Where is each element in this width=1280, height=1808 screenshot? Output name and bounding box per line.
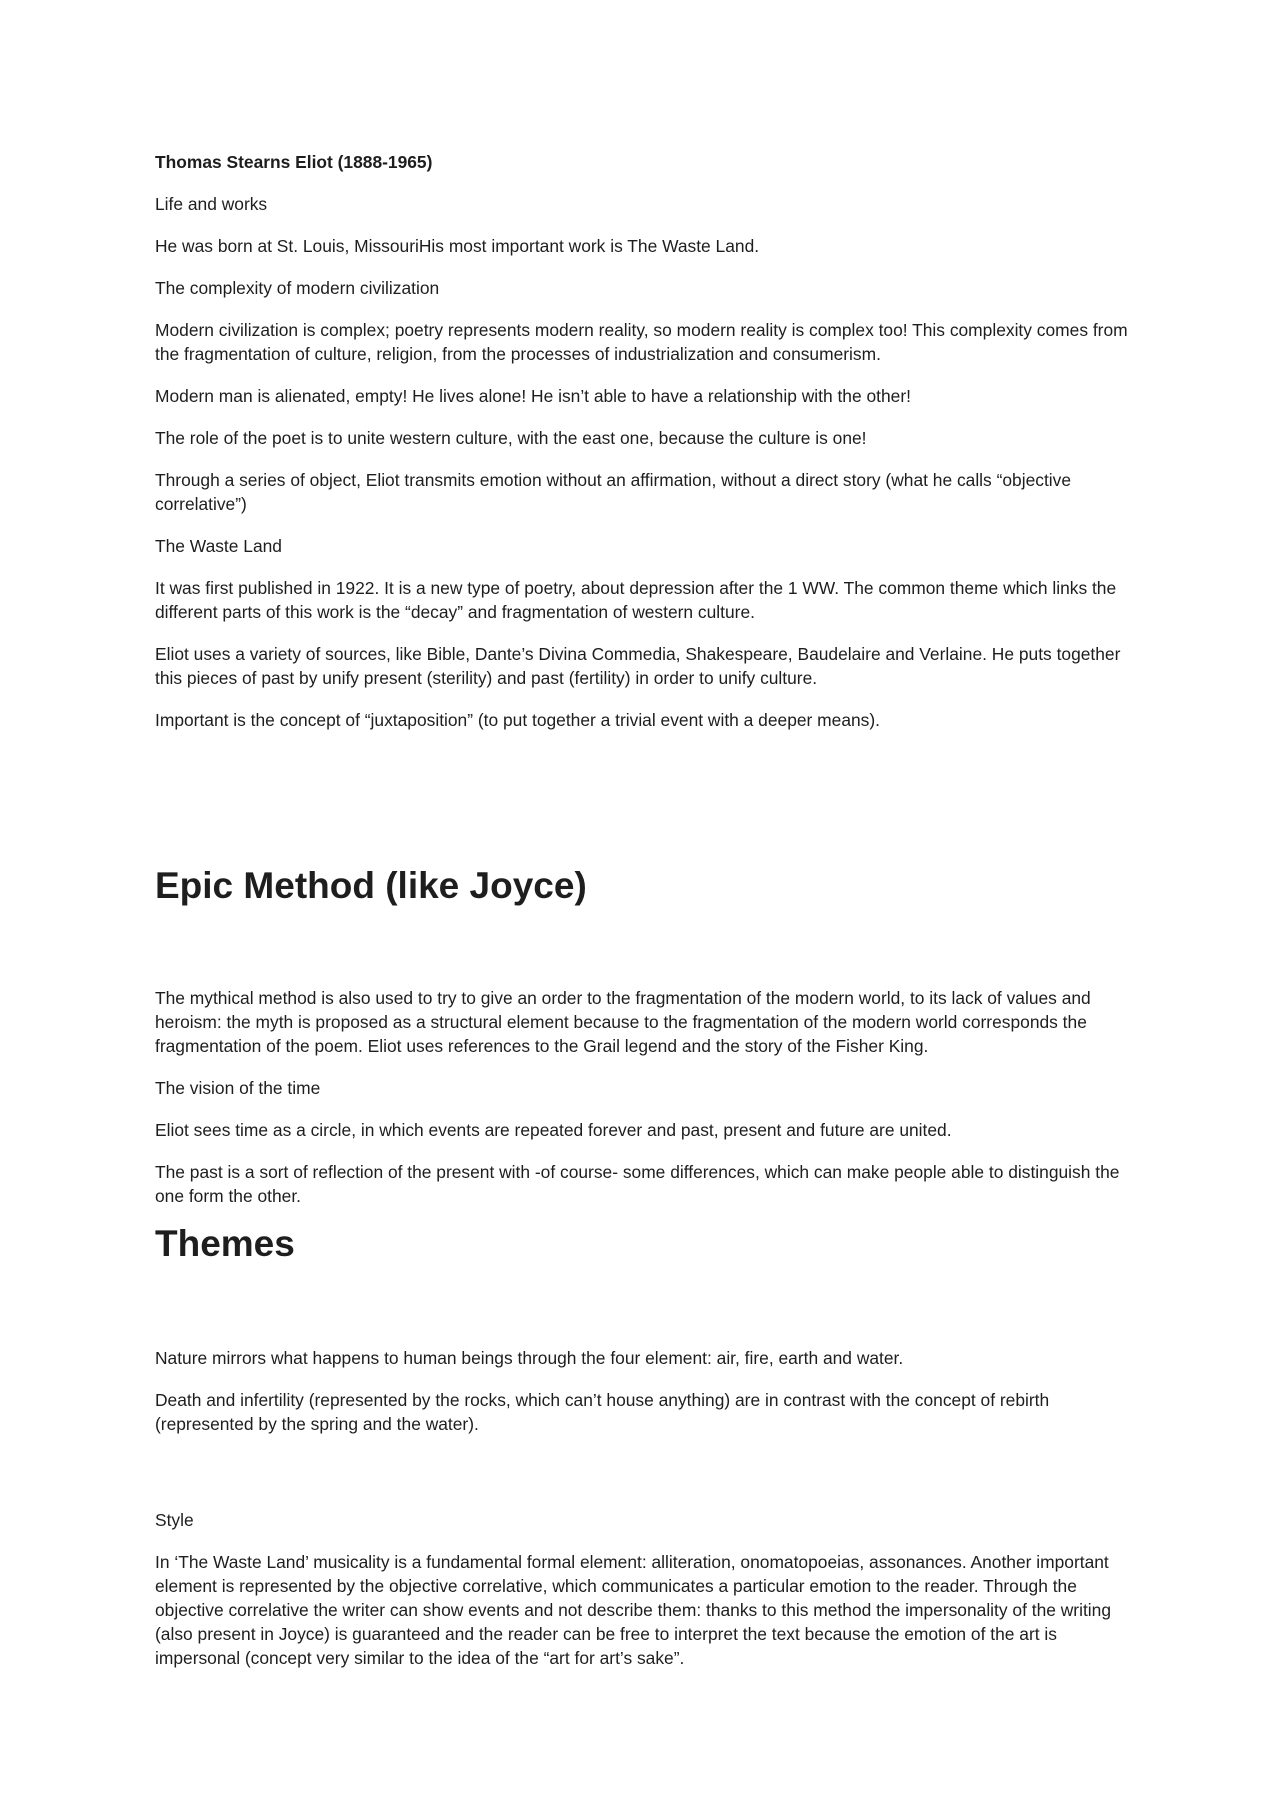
- paragraph: Modern civilization is complex; poetry represents modern reality, so modern reality is complex too! This complexity comes from the fragmentation of culture, religion, from the processes of industrialization and consumerism.: [155, 320, 1128, 364]
- paragraph: The role of the poet is to unite western culture, with the east one, because the culture is one!: [155, 428, 867, 448]
- paragraph: The past is a sort of reflection of the present with -of course- some differences, which can make people able to distinguish the one form the other.: [155, 1162, 1120, 1206]
- document-page: [155, 150, 1130, 1688]
- section-label-vision-time: The vision of the time: [155, 1078, 321, 1098]
- paragraph: Modern man is alienated, empty! He lives alone! He isn’t able to have a relationship with the other!: [155, 386, 911, 406]
- heading-themes: Themes: [155, 1223, 295, 1264]
- paragraph: Nature mirrors what happens to human beings through the four element: air, fire, earth and water.: [155, 1348, 904, 1368]
- section-label-style: Style: [155, 1510, 194, 1530]
- document-title: Thomas Stearns Eliot (1888-1965): [155, 152, 433, 172]
- section-label-waste-land: The Waste Land: [155, 536, 282, 556]
- paragraph: The mythical method is also used to try to give an order to the fragmentation of the modern world, to its lack of values and heroism: the myth is proposed as a structural element because to the fragmentation of the modern world corresponds the fragmentation of the poem. Eliot uses references to the Grail legend and the story of the Fisher King.: [155, 988, 1091, 1056]
- paragraph: Death and infertility (represented by the rocks, which can’t house anything) are in contrast with the concept of rebirth (represented by the spring and the water).: [155, 1390, 1050, 1434]
- paragraph: Eliot sees time as a circle, in which events are repeated forever and past, present and future are united.: [155, 1120, 952, 1140]
- paragraph: Through a series of object, Eliot transmits emotion without an affirmation, without a direct story (what he calls “objective correlative”): [155, 470, 1072, 514]
- heading-epic-method: Epic Method (like Joyce): [155, 865, 587, 906]
- paragraph: Important is the concept of “juxtaposition” (to put together a trivial event with a deeper means).: [155, 710, 880, 730]
- paragraph: He was born at St. Louis, MissouriHis most important work is The Waste Land.: [155, 236, 760, 256]
- paragraph: Eliot uses a variety of sources, like Bible, Dante’s Divina Commedia, Shakespeare, Baudelaire and Verlaine. He puts together this pieces of past by unify present (sterility) and past (fertility) in order to unify culture.: [155, 644, 1121, 688]
- section-label-life-works: Life and works: [155, 194, 268, 214]
- paragraph: It was first published in 1922. It is a new type of poetry, about depression after the 1 WW. The common theme which links the different parts of this work is the “decay” and fragmentation of western culture.: [155, 578, 1117, 622]
- section-label-complexity: The complexity of modern civilization: [155, 278, 440, 298]
- paragraph: In ‘The Waste Land’ musicality is a fundamental formal element: alliteration, onomatopoeias, assonances. Another important element is represented by the objective correlative, which communicates a particular emotion to the reader. Through the objective correlative the writer can show events and not describe them: thanks to this method the impersonality of the writing (also present in Joyce) is guaranteed and the reader can be free to interpret the text because the emotion of the art is impersonal (concept very similar to the idea of the “art for art’s sake”.: [155, 1552, 1112, 1668]
